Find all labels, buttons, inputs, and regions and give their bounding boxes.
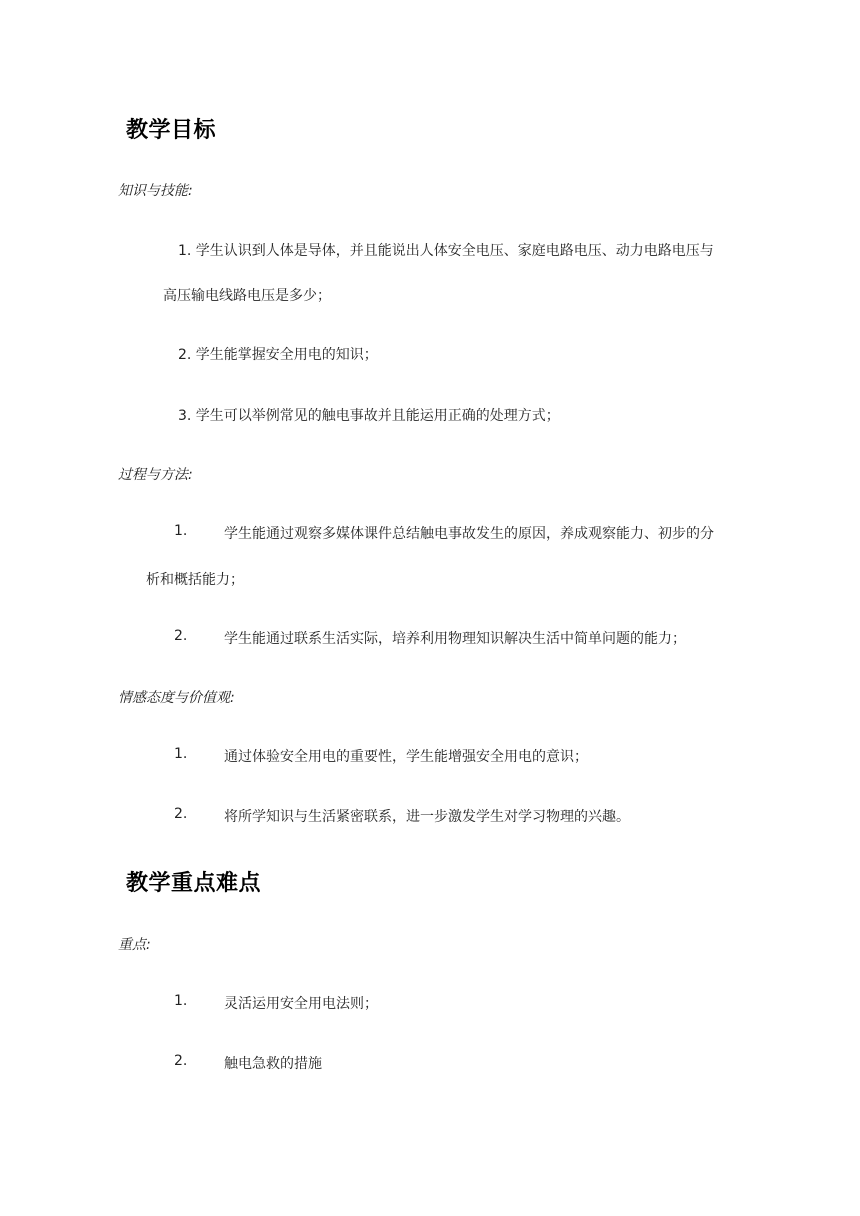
emotion-item-2-text: 将所学知识与生活紧密联系，进一步激发学生对学习物理的兴趣。 xyxy=(224,809,630,825)
emotion-item-1-number: 1. xyxy=(174,746,188,762)
process-item-2-number: 2. xyxy=(174,628,188,644)
process-item-1-number: 1. xyxy=(174,523,188,539)
section-heading-teaching-goals: 教学目标 xyxy=(126,118,217,143)
knowledge-item-1-line-1: 1. 学生认识到人体是导体，并且能说出人体安全电压、家庭电路电压、动力电路电压与 xyxy=(178,243,714,259)
knowledge-item-2: 2. 学生能掌握安全用电的知识； xyxy=(178,347,378,363)
knowledge-item-1-line-2: 高压输电线路电压是多少； xyxy=(163,288,331,304)
section-heading-key-difficult-points: 教学重点难点 xyxy=(126,871,262,896)
emotion-item-2-number: 2. xyxy=(174,806,188,822)
process-item-2-text: 学生能通过联系生活实际，培养利用物理知识解决生活中简单问题的能力； xyxy=(224,631,686,647)
subheading-key-points: 重点: xyxy=(118,937,151,953)
key-point-item-2-number: 2. xyxy=(174,1053,188,1069)
process-item-1-text-cont: 析和概括能力； xyxy=(146,572,244,588)
knowledge-item-3: 3. 学生可以举例常见的触电事故并且能运用正确的处理方式； xyxy=(178,408,560,424)
subheading-process-methods: 过程与方法: xyxy=(118,467,193,483)
key-point-item-1-text: 灵活运用安全用电法则； xyxy=(224,996,378,1012)
emotion-item-1-text: 通过体验安全用电的重要性，学生能增强安全用电的意识； xyxy=(224,749,588,765)
subheading-knowledge-skills: 知识与技能: xyxy=(118,183,193,199)
key-point-item-2-text: 触电急救的措施 xyxy=(224,1056,322,1072)
key-point-item-1-number: 1. xyxy=(174,993,188,1009)
subheading-emotion-values: 情感态度与价值观: xyxy=(118,690,235,706)
process-item-1-text: 学生能通过观察多媒体课件总结触电事故发生的原因，养成观察能力、初步的分 xyxy=(224,526,714,542)
